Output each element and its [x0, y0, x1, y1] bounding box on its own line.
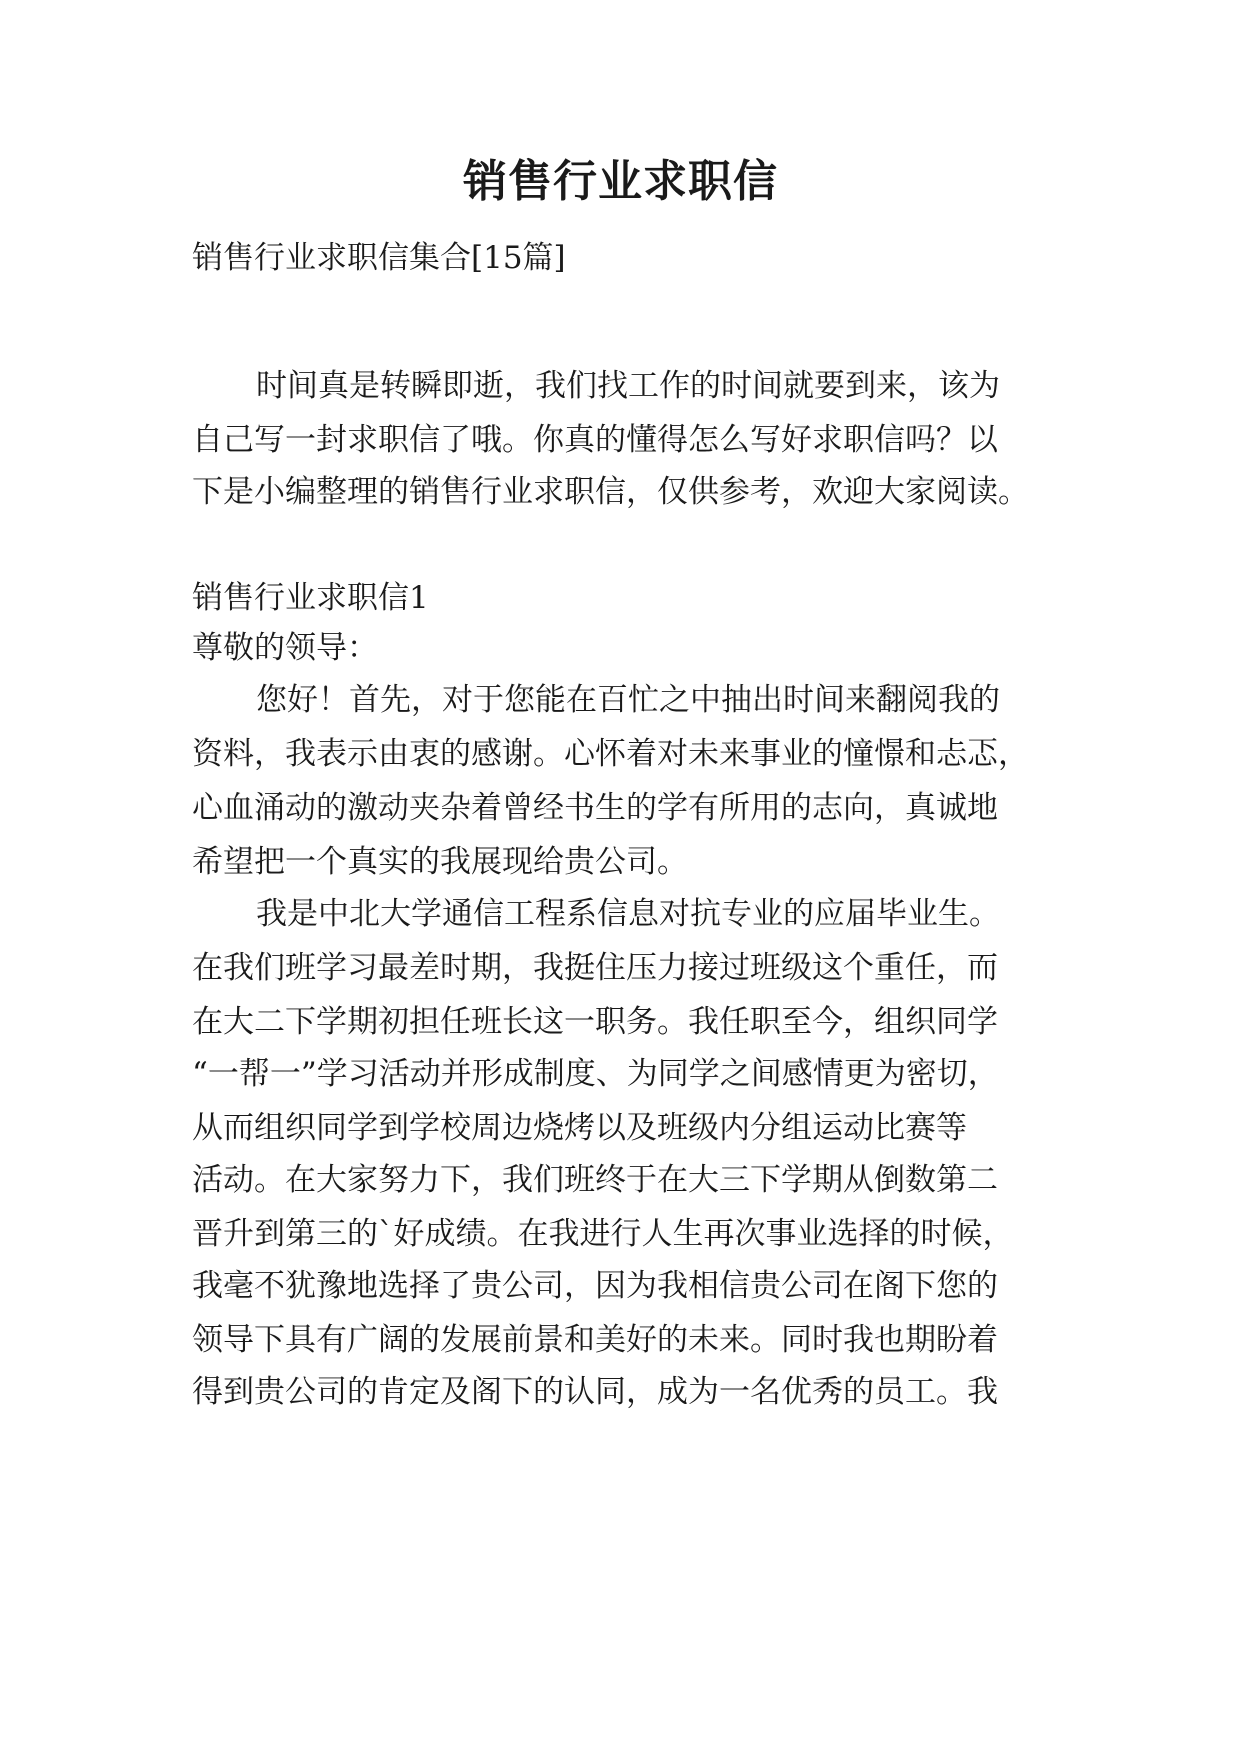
paragraph-line: “一帮一”学习活动并形成制度、为同学之间感情更为密切， [192, 1056, 999, 1092]
paragraph-line: 心血涌动的激动夹杂着曾经书生的学有所用的志向，真诚地 [192, 790, 998, 826]
paragraph-line: 资料，我表示由衷的感谢。心怀着对未来事业的憧憬和忐忑， [192, 736, 1029, 772]
page-title: 销售行业求职信 [463, 156, 778, 207]
paragraph-line: 从而组织同学到学校周边烧烤以及班级内分组运动比赛等 [192, 1110, 967, 1146]
intro-line: 下是小编整理的销售行业求职信，仅供参考，欢迎大家阅读。 [192, 474, 1029, 510]
salutation: 尊敬的领导： [192, 630, 378, 666]
intro-line: 自己写一封求职信了哦。你真的懂得怎么写好求职信吗？以 [192, 422, 998, 458]
paragraph-line: 在我们班学习最差时期，我挺住压力接过班级这个重任，而 [192, 950, 998, 986]
paragraph-line: 在大二下学期初担任班长这一职务。我任职至今，组织同学 [192, 1004, 998, 1040]
paragraph-line: 我毫不犹豫地选择了贵公司，因为我相信贵公司在阁下您的 [192, 1268, 998, 1304]
paragraph-line: 您好！首先，对于您能在百忙之中抽出时间来翻阅我的 [256, 682, 1000, 718]
section-heading: 销售行业求职信1 [192, 580, 429, 616]
paragraph-line: 我是中北大学通信工程系信息对抗专业的应届毕业生。 [256, 896, 1000, 932]
paragraph-line: 得到贵公司的肯定及阁下的认同，成为一名优秀的员工。我 [192, 1374, 998, 1410]
intro-line: 时间真是转瞬即逝，我们找工作的时间就要到来，该为 [256, 368, 1000, 404]
paragraph-line: 晋升到第三的`好成绩。在我进行人生再次事业选择的时候， [192, 1216, 1014, 1252]
document-subtitle: 销售行业求职信集合[15篇] [192, 240, 566, 276]
paragraph-line: 活动。在大家努力下，我们班终于在大三下学期从倒数第二 [192, 1162, 998, 1198]
paragraph-line: 希望把一个真实的我展现给贵公司。 [192, 844, 688, 880]
paragraph-line: 领导下具有广阔的发展前景和美好的未来。同时我也期盼着 [192, 1322, 998, 1358]
